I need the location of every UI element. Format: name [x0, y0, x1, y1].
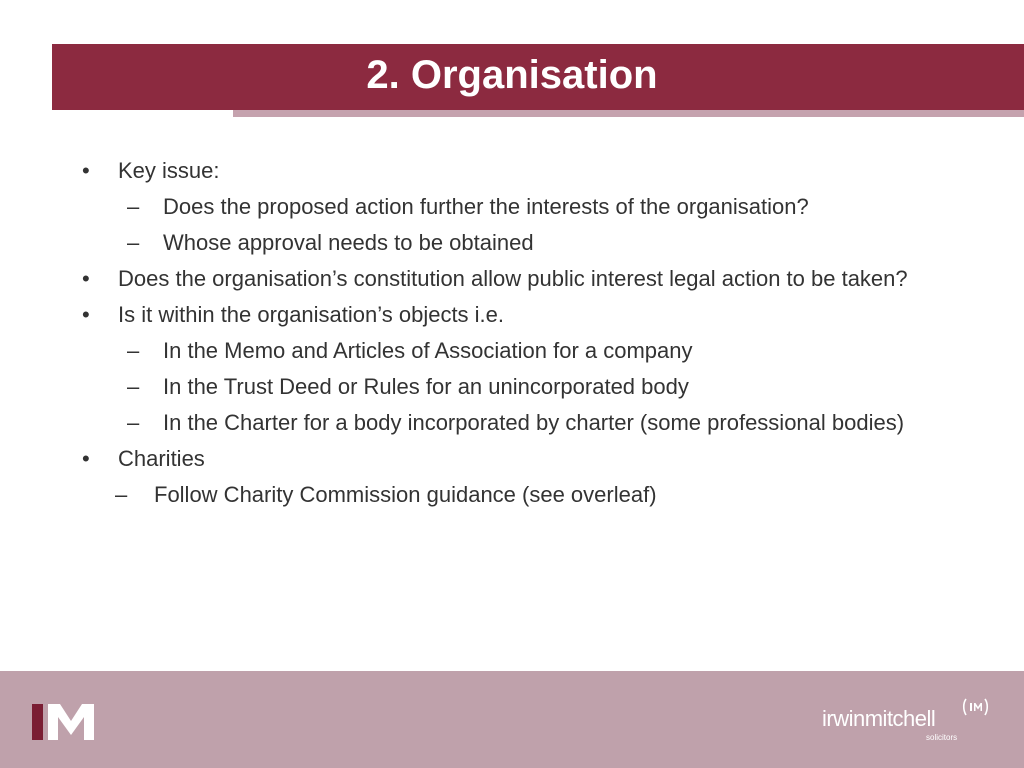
sub-bullet-text: In the Memo and Articles of Association for a company [163, 338, 693, 363]
irwinmitchell-logo [822, 696, 992, 746]
bullet-list [78, 155, 930, 510]
bullet-item [78, 263, 930, 294]
sub-bullet-text: Does the proposed action further the interests of the organisation? [163, 194, 809, 219]
bullet-marker: • [82, 266, 90, 291]
sub-bullet-text: Whose approval needs to be obtained [163, 230, 534, 255]
title-underline [233, 110, 1024, 117]
bullet-text: Is it within the organisation’s objects i.e. [118, 302, 505, 327]
bullet-text: Key issue: [118, 158, 220, 183]
dash-marker: – [127, 410, 140, 435]
dash-marker: – [127, 338, 140, 363]
dash-marker: – [127, 194, 140, 219]
im-logo-m [48, 704, 94, 740]
dash-marker: – [127, 374, 140, 399]
sub-bullet-text: Follow Charity Commission guidance (see overleaf) [154, 482, 657, 507]
sub-bullet-item [78, 227, 930, 258]
bullet-item [78, 443, 930, 474]
sub-bullet-item [78, 335, 930, 366]
bullet-marker: • [82, 158, 90, 183]
bullet-item [78, 299, 930, 330]
dash-marker: – [115, 482, 128, 507]
sub-bullet-item [78, 479, 930, 510]
brand-name: irwinmitchell [822, 706, 936, 731]
im-logo [32, 704, 94, 740]
bullet-marker: • [82, 302, 90, 327]
sub-bullet-text: In the Trust Deed or Rules for an unincorporated body [163, 374, 689, 399]
sub-bullet-item [78, 191, 930, 222]
sub-bullet-text: In the Charter for a body incorporated by charter (some professional bodies) [163, 410, 905, 435]
bullet-text: Does the organisation’s constitution allow public interest legal action to be taken? [118, 266, 908, 291]
im-logo-i [32, 704, 43, 740]
bullet-item [78, 155, 930, 186]
bullet-marker: • [82, 446, 90, 471]
sub-bullet-item [78, 371, 930, 402]
sub-bullet-item [78, 407, 930, 438]
bullet-text: Charities [118, 446, 205, 471]
brand-subtitle: solicitors [926, 733, 958, 742]
dash-marker: – [127, 230, 140, 255]
brand-mark-icon [962, 696, 990, 718]
slide-title: 2. Organisation [366, 53, 658, 97]
